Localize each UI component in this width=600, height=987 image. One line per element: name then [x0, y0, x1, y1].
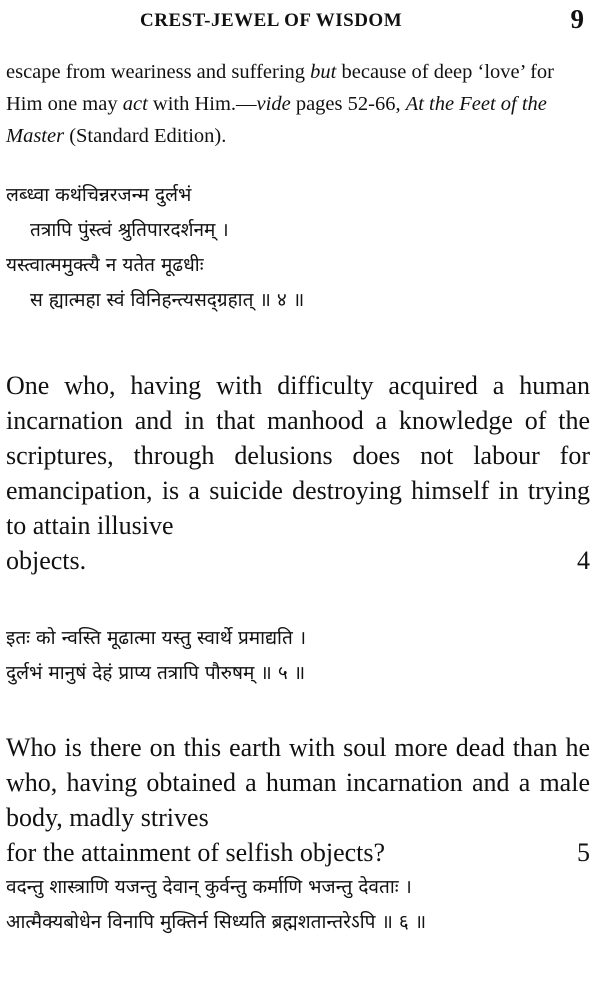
footnote-book-title: At the Feet of the Master: [6, 93, 547, 147]
footnote-text: pages 52-66,: [290, 93, 406, 115]
page-number: 9: [570, 4, 584, 34]
footnote-text: (Standard Edition).: [64, 125, 227, 147]
verse-line: तत्रापि पुंस्त्वं श्रुतिपारदर्शनम् ।: [30, 219, 229, 241]
running-head: CREST-JEWEL OF WISDOM: [140, 10, 403, 31]
sanskrit-verse-6: [6, 870, 596, 940]
translation-last-text: objects.: [6, 546, 87, 575]
footnote-text: with Him.—: [147, 93, 257, 115]
translation-text: One who, having with difficulty acquired a human incarnation and in that manhood a knowledge of the scriptures, through delusions does not labour for emancipation, is a suicide destroying himself in trying to attain illusive: [6, 371, 590, 540]
verse-line: स ह्यात्महा स्वं विनिहन्त्यसद्ग्रहात् ॥ ४ ॥: [30, 289, 305, 311]
verse-line: आत्मैक्यबोधेन विनापि मुक्तिर्न सिध्यति ब्रह्मशतान्तरेऽपि ॥ ६ ॥: [6, 911, 427, 933]
footnote-italic-vide: vide: [256, 93, 291, 115]
sanskrit-verse-4: [6, 178, 596, 318]
verse-line: वदन्तु शास्त्राणि यजन्तु देवान् कुर्वन्तु कर्माणि भजन्तु देवताः ।: [6, 876, 412, 898]
verse-line: दुर्लभं मानुषं देहं प्राप्य तत्रापि पौरुषम् ॥ ५ ॥: [6, 662, 306, 684]
footnote-italic-act: act: [122, 93, 148, 115]
page-header: [0, 4, 600, 34]
verse-line: लब्ध्वा कथंचिन्नरजन्म दुर्लभं: [6, 184, 192, 206]
footnote-continuation: [6, 56, 586, 152]
verse-line: यस्त्वात्ममुक्त्यै न यतेत मूढधीः: [6, 254, 204, 276]
footnote-text: because of deep ‘love’ for Him one may: [6, 61, 554, 115]
translation-5: [6, 730, 590, 870]
footnote-italic-but: but: [310, 61, 337, 83]
translation-text: Who is there on this earth with soul more dead than he who, having obtained a human incarnation and a male body, madly strives: [6, 733, 590, 832]
verse-line: इतः को न्वस्ति मूढात्मा यस्तु स्वार्थे प्रमाद्यति ।: [6, 627, 307, 649]
translation-last-line: [6, 543, 590, 578]
translation-4: [6, 368, 590, 578]
translation-last-text: for the attainment of selfish objects?: [6, 838, 386, 867]
verse-number: 4: [577, 546, 590, 575]
footnote-text: escape from weariness and suffering: [6, 61, 311, 83]
translation-last-line: [6, 835, 590, 870]
sanskrit-verse-5: [6, 621, 596, 691]
verse-number: 5: [577, 838, 590, 867]
